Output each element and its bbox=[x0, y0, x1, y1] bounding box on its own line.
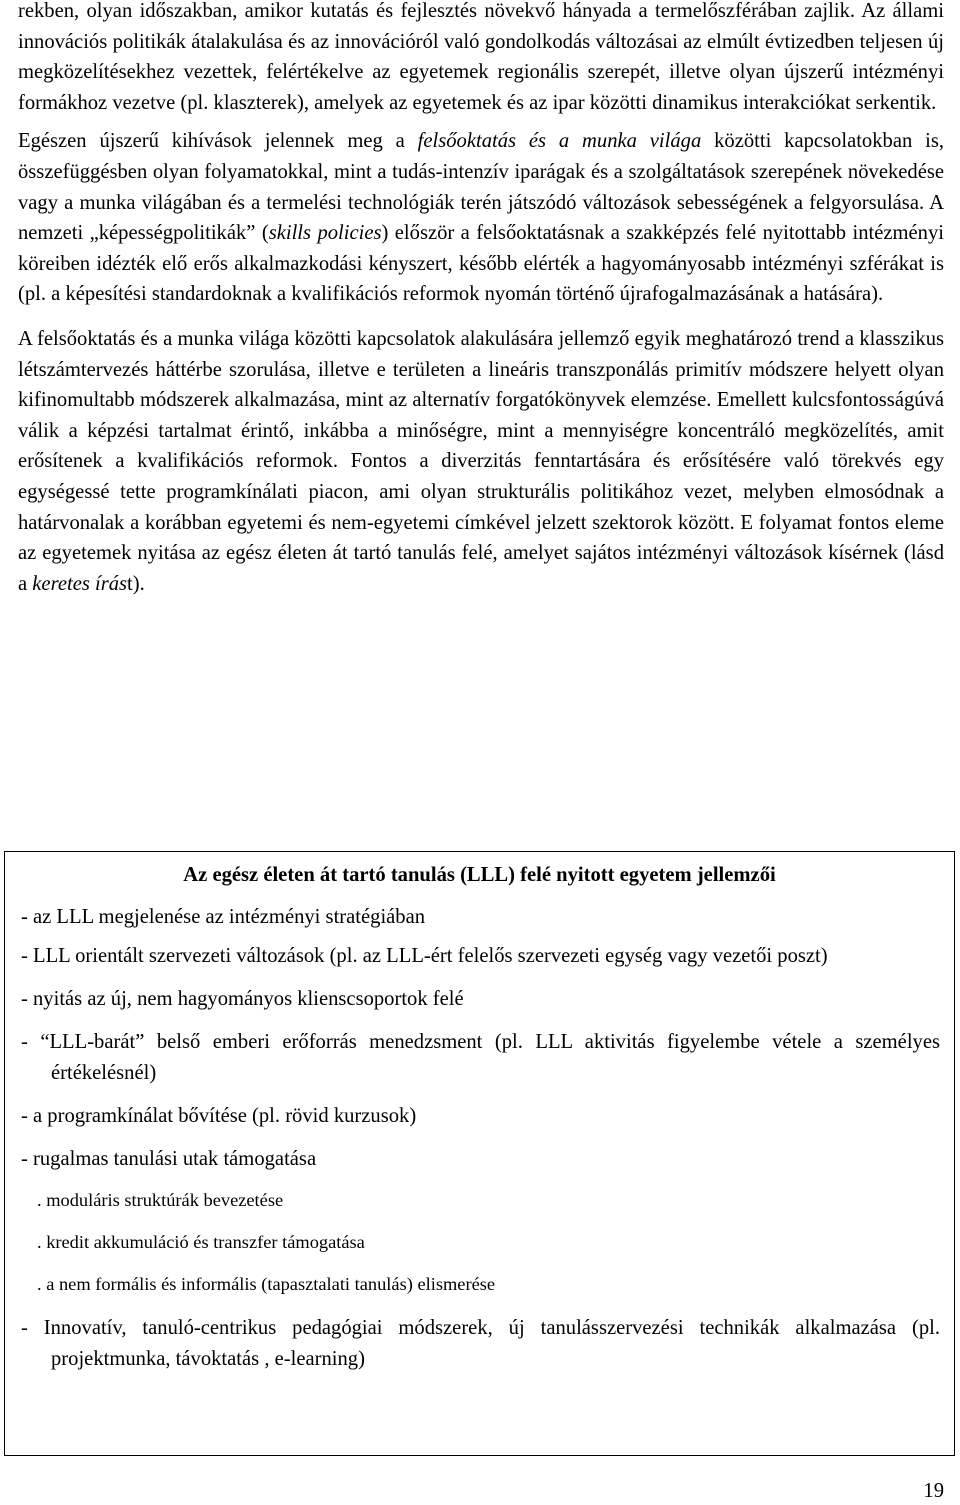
framed-box bbox=[4, 851, 955, 1456]
box-list-item: - rugalmas tanulási utak támogatása bbox=[21, 1148, 317, 1170]
box-list-item: - az LLL megjelenése az intézményi stratégiában bbox=[21, 906, 426, 928]
page-number: 19 bbox=[923, 1480, 944, 1502]
box-list-item: - nyitás az új, nem hagyományos klienscsoportok felé bbox=[21, 988, 464, 1010]
document-page bbox=[18, 0, 944, 599]
box-sub-item: . moduláris struktúrák bevezetése bbox=[37, 1190, 284, 1210]
paragraph-2-text-a: Egészen újszerű kihívások jelennek meg a bbox=[18, 130, 418, 153]
paragraph-1-text: rekben, olyan időszakban, amikor kutatás és fejlesztés növekvő hányada a termelőszférában zajlik. Az állami innovációs politikák átalakulása és az innovációról való gondolkodás változásai az elmúlt évtizedben teljesen új megközelítésekhez vezettek, felértékelve az egyetemek regionális szerepét, illetve olyan újszerű intézményi formákhoz vezetve (pl. klaszterek), amelyek az egyetemek és az ipar közötti dinamikus interakciókat serkentik. bbox=[18, 0, 944, 114]
box-sub-item: . kredit akkumuláció és transzfer támogatása bbox=[37, 1232, 365, 1252]
paragraph-1 bbox=[18, 0, 944, 118]
paragraph-2-text-b: közötti kapcsolatokban is, összefüggésben olyan folyamatokkal, mint a tudás-intenzív iparágak és a szolgáltatások szerepének növekedése vagy a munka világában és a termelési technológiák terén játszódó változások sebességének a felgyorsulása. A nemzeti „képességpolitikák” ( bbox=[18, 130, 945, 245]
box-list-item: - a programkínálat bővítése (pl. rövid kurzusok) bbox=[21, 1105, 417, 1127]
box-list-item: - LLL orientált szervezeti változások (pl. az LLL-ért felelős szervezeti egység vagy vezetői poszt) bbox=[21, 945, 828, 967]
box-sub-item: . a nem formális és informális (tapasztalati tanulás) elismerése bbox=[37, 1274, 496, 1294]
paragraph-2 bbox=[18, 126, 944, 310]
paragraph-3-italic-a: keretes írás bbox=[32, 572, 128, 595]
box-list bbox=[21, 902, 940, 1387]
box-title: Az egész életen át tartó tanulás (LLL) felé nyitott egyetem jellemzői bbox=[183, 864, 776, 886]
paragraph-2-italic-b: skills policies bbox=[268, 222, 382, 245]
box-list-item: - Innovatív, tanuló-centrikus pedagógiai módszerek, új tanulásszervezési technikák alkalmazása (pl. projektmunka, távoktatás , e-learning) bbox=[21, 1317, 940, 1370]
paragraph-3-text-b: t). bbox=[127, 572, 145, 595]
paragraph-3-text-a: A felsőoktatás és a munka világa közötti kapcsolatok alakulására jellemző egyik meghatározó trend a klasszikus létszámtervezés háttérbe szorulása, illetve e területen a lineáris transzponálás primitív módszere helyett olyan kifinomultabb módszerek alkalmazása, mint az alternatív forgatókönyvek elemzése. Emellett kulcsfontosságúvá válik a képzési tartalmat érintő, inkábba a minőségre, mint a mennyiségre koncentráló megközelítés, amit erősítenek a kvalifikációs reformok. Fontos a diverzitás fenntartására és erősítésére való törekvés egy egységessé tette programkínálati piacon, ami olyan strukturális politikához vezet, melyben elmosódnak a határvonalak a korábban egyetemi és nem-egyetemi címkével jelzett szektorok között. E folyamat fontos eleme az egyetemek nyitása az egész életen át tartó tanulás felé, amelyet sajátos intézményi változások kísérnek (lásd a bbox=[18, 327, 944, 595]
paragraph-2-italic-a: felsőoktatás és a munka világa bbox=[417, 130, 702, 153]
box-list-item: - “LLL-barát” belső emberi erőforrás menedzsment (pl. LLL aktivitás figyelembe vétele a személyes értékelésnél) bbox=[21, 1031, 940, 1084]
paragraph-3 bbox=[18, 324, 944, 599]
paragraph-2-text-c: ) először a felsőoktatásnak a szakképzés felé nyitottabb intézményi köreiben idézték elő erős alkalmazkodási kényszert, később elérték a hagyományosabb intézményi szférákat is (pl. a képesítési standardoknak a kvalifikációs reformok nyomán történő újrafogalmazásának a hatására). bbox=[18, 222, 944, 306]
